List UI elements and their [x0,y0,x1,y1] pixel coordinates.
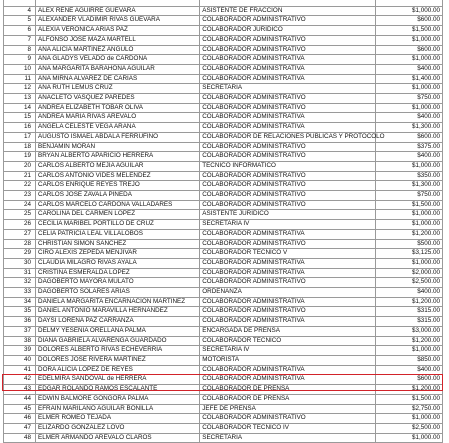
salary-amount: $350.00 [375,171,442,181]
salary-amount: $2,750.00 [375,404,442,414]
table-row [4,307,443,317]
position-title: COLABORADOR ADMINISTRATIVO [200,278,376,288]
employee-name: EFRAIN MARILANO AGUILAR BONILLA [36,404,200,414]
position-title: COLABORADOR ADMINISTRATIVO [200,171,376,181]
position-title: COLABORADOR ADMINISTRATIVO [200,200,376,210]
salary-amount: $1,000.00 [375,35,442,45]
salary-amount: $3,000.00 [375,326,442,336]
employee-name: CARLOS ALBERTO MEJIA AGUILAR [36,161,200,171]
row-number: 19 [4,152,36,162]
salary-amount: $1,300.00 [375,181,442,191]
salary-amount: $1,000.00 [375,220,442,230]
position-title: COLABORADOR ADMINISTRATIVA [200,365,376,375]
position-title: COLABORADOR ADMINISTRATIVO [200,142,376,152]
employee-name: CELIA PATRICIA LEAL VILLALOBOS [36,229,200,239]
row-number: 27 [4,229,36,239]
position-title: ASISTENTE DE FRACCION [200,6,376,16]
salary-amount: $1,000.00 [375,161,442,171]
row-number: 22 [4,181,36,191]
employee-name: DANIEL ANTONIO MARAVILLA HERNANDEZ [36,307,200,317]
row-number: 12 [4,84,36,94]
position-title: COLABORADOR ADMINISTRATIVA [200,123,376,133]
salary-amount: $1,200.00 [375,297,442,307]
salary-amount: $850.00 [375,356,442,366]
row-number: 41 [4,365,36,375]
row-number: 17 [4,132,36,142]
row-number: 10 [4,64,36,74]
row-number: 4 [4,6,36,16]
position-title: SECRETARIA [200,84,376,94]
position-title: COLABORADOR TECNICO [200,336,376,346]
row-number: 48 [4,433,36,443]
employee-name: CARLOS MARCELO CARDONA VALLADARES [36,200,200,210]
salary-amount: $1,500.00 [375,26,442,36]
position-title: COLABORADOR ADMINISTRATIVO [200,94,376,104]
table-row [4,229,443,239]
salary-amount: $750.00 [375,94,442,104]
row-number: 7 [4,35,36,45]
salary-amount: $400.00 [375,152,442,162]
table-row [4,26,443,36]
salary-amount: $1,000.00 [375,6,442,16]
employee-name: CIRO ALEXIS ZEPEDA MENJIVAR [36,249,200,259]
salary-amount: $400.00 [375,64,442,74]
employee-name: DELMY YESENIA ORELLANA PALMA [36,326,200,336]
salary-amount: $1,500.00 [375,394,442,404]
table-row [4,365,443,375]
table-row [4,239,443,249]
position-title: COLABORADOR ADMINISTRATIVO [200,152,376,162]
employee-name: ALEX RENE AGUIRRE GUEVARA [36,6,200,16]
table-row [4,210,443,220]
position-title: SECRETARIA IV [200,346,376,356]
table-row [4,433,443,443]
table-row [4,356,443,366]
table-row [4,84,443,94]
row-number: 18 [4,142,36,152]
salary-amount: $600.00 [375,375,442,385]
table-row [4,45,443,55]
position-title: COLABORADOR DE PRENSA [200,394,376,404]
position-title: COLABORADOR ADMINISTRATIVO [200,103,376,113]
row-number: 6 [4,26,36,36]
table-row [4,346,443,356]
row-number: 32 [4,278,36,288]
salary-amount: $1,000.00 [375,258,442,268]
table-row [4,132,443,142]
table-row [4,123,443,133]
salary-amount: $2,000.00 [375,268,442,278]
employee-name: BRYAN ALBERTO APARICIO HERRERA [36,152,200,162]
row-number: 23 [4,191,36,201]
table-row [4,191,443,201]
table-row [4,171,443,181]
row-number: 21 [4,171,36,181]
employee-name: DORA ALICIA LOPEZ DE REYES [36,365,200,375]
salary-table-body [4,0,443,443]
position-title: COLABORADOR ADMINISTRATIVA [200,268,376,278]
row-number: 9 [4,55,36,65]
table-row [4,268,443,278]
employee-name: CHRISTIAN SIMON SANCHEZ [36,239,200,249]
employee-name: CECILIA MARIBEL PORTILLO DE CRUZ [36,220,200,230]
employee-name: CARLOS JOSE ZAVALA PINEDA [36,191,200,201]
employee-name: ALEXIA VERONICA ARIAS PAZ [36,26,200,36]
employee-name: DOLORES ALBERTO RIVAS ECHEVERRIA [36,346,200,356]
table-row [4,414,443,424]
row-number: 30 [4,258,36,268]
row-number: 28 [4,239,36,249]
row-number: 45 [4,404,36,414]
position-title: COLABORADOR TECNICO IV [200,423,376,433]
salary-amount: $1,000.00 [375,433,442,443]
table-row [4,16,443,26]
row-number: 44 [4,394,36,404]
salary-table [3,0,443,443]
position-title: ASISTENTE JURIDICO [200,210,376,220]
salary-amount: $315.00 [375,317,442,327]
position-title: COLABORADOR TECNICO V [200,249,376,259]
row-number: 38 [4,336,36,346]
row-number: 20 [4,161,36,171]
salary-amount: $400.00 [375,113,442,123]
employee-name: ANACLETO VASQUEZ PAREDES [36,94,200,104]
salary-amount: $3,125.00 [375,249,442,259]
position-title: COLABORADOR ADMINISTRATIVA [200,74,376,84]
employee-name: DAGOBERTO MAYORA MULATO [36,278,200,288]
row-number: 46 [4,414,36,424]
table-row [4,297,443,307]
table-row [4,326,443,336]
salary-amount: $315.00 [375,307,442,317]
row-number: 31 [4,268,36,278]
salary-amount: $600.00 [375,45,442,55]
row-number: 29 [4,249,36,259]
row-number: 8 [4,45,36,55]
salary-amount: $1,000.00 [375,103,442,113]
employee-name: ELIZARDO GONZALEZ LOVO [36,423,200,433]
employee-name: ANA GLADYS VELADO de CARDONA [36,55,200,65]
row-number: 40 [4,356,36,366]
salary-amount: $400.00 [375,288,442,298]
employee-name: EDWIN BALMORE GONGORA PALMA [36,394,200,404]
position-title: COLABORADOR ADMINISTRATIVA [200,258,376,268]
salary-amount: $750.00 [375,191,442,201]
row-number: 39 [4,346,36,356]
employee-name: EDGAR ROLANDO RAMOS ESCALANTE [36,385,200,395]
salary-amount: $600.00 [375,16,442,26]
employee-name: ANDREA ELIZABETH TOBAR OLIVA [36,103,200,113]
table-row [4,423,443,433]
position-title: COLABORADOR ADMINISTRATIVA [200,375,376,385]
salary-amount: $1,000.00 [375,346,442,356]
position-title: COLABORADOR DE PRENSA [200,385,376,395]
table-row [4,317,443,327]
employee-name: ELMER ARMANDO AREVALO CLAROS [36,433,200,443]
position-title: COLABORADOR ADMINISTRATIVA [200,64,376,74]
position-title: COLABORADOR ADMINISTRATIVO [200,35,376,45]
table-row [4,375,443,385]
table-row [4,74,443,84]
position-title: COLABORADOR ADMINISTRATIVA [200,229,376,239]
employee-name: ANA RUTH LEMUS CRUZ [36,84,200,94]
table-row [4,113,443,123]
salary-amount: $400.00 [375,365,442,375]
position-title: COLABORADOR ADMINISTRATIVO [200,239,376,249]
table-row [4,258,443,268]
table-row [4,142,443,152]
row-number: 15 [4,113,36,123]
employee-name: ANA MIRNA ALVAREZ DE CARIAS [36,74,200,84]
salary-amount: $1,200.00 [375,336,442,346]
row-number: 37 [4,326,36,336]
salary-amount: $1,200.00 [375,385,442,395]
position-title: COLABORADOR ADMINISTRATIVA [200,113,376,123]
position-title: SECRETARIA IV [200,220,376,230]
employee-name: ANGELA CELESTE VEGA ARANA [36,123,200,133]
salary-amount: $500.00 [375,239,442,249]
employee-name: ANA ALICIA MARTINEZ ANGULO [36,45,200,55]
employee-name: CLAUDIA MILAGRO RIVAS AYALA [36,258,200,268]
row-number: 25 [4,210,36,220]
position-title: JEFE DE PRENSA [200,404,376,414]
employee-name: CAROLINA DEL CARMEN LOPEZ [36,210,200,220]
position-title: COLABORADOR ADMINISTRATIVA [200,55,376,65]
table-row [4,64,443,74]
position-title: COLABORADOR ADMINISTRATIVO [200,191,376,201]
table-row [4,278,443,288]
row-number: 47 [4,423,36,433]
table-row [4,35,443,45]
position-title: ENCARGADA DE PRENSA [200,326,376,336]
salary-amount: $1,000.00 [375,84,442,94]
row-number: 11 [4,74,36,84]
salary-amount: $1,500.00 [375,200,442,210]
employee-name: BENJAMIN MORAN [36,142,200,152]
position-title: COLABORADOR DE RELACIONES PUBLICAS Y PROTOCOLO [200,132,376,142]
table-row [4,394,443,404]
employee-name: ALEXANDER VLADIMIR RIVAS GUEVARA [36,16,200,26]
salary-amount: $375.00 [375,142,442,152]
position-title: TECNICO INFORMATICO [200,161,376,171]
row-number: 33 [4,288,36,298]
salary-amount: $1,300.00 [375,123,442,133]
employee-name: CARLOS ANTONIO VIDES MELENDEZ [36,171,200,181]
row-number: 16 [4,123,36,133]
table-row [4,200,443,210]
table-row [4,6,443,16]
row-number: 14 [4,103,36,113]
employee-name: AUGUSTO ISMAEL ABDALA FERRUFINO [36,132,200,142]
row-number: 5 [4,16,36,26]
position-title: COLABORADOR ADMINISTRATIVO [200,16,376,26]
employee-name: EDELMIRA SANDOVAL de HERRERA [36,375,200,385]
employee-name: DAYSI LORENA PAZ CARRANZA [36,317,200,327]
employee-name: DAGOBERTO SOLARES ARIAS [36,288,200,298]
salary-amount: $1,000.00 [375,414,442,424]
salary-amount: $600.00 [375,132,442,142]
table-row [4,385,443,395]
row-number: 26 [4,220,36,230]
salary-amount: $1,000.00 [375,210,442,220]
salary-amount: $1,200.00 [375,229,442,239]
table-row [4,103,443,113]
employee-name: ANA MARGARITA BARAHONA AGUILAR [36,64,200,74]
employee-name: DOLORES JOSE RIVERA MARTINEZ [36,356,200,366]
employee-name: DANIELA MARGARITA ENCARNACION MARTINEZ [36,297,200,307]
table-row [4,249,443,259]
salary-amount: $1,400.00 [375,74,442,84]
position-title: MOTORISTA [200,356,376,366]
table-row [4,161,443,171]
position-title: COLABORADOR ADMINISTRATIVA [200,317,376,327]
row-number: 35 [4,307,36,317]
row-number: 43 [4,385,36,395]
row-number: 42 [4,375,36,385]
row-number: 24 [4,200,36,210]
row-number: 34 [4,297,36,307]
position-title: COLABORADOR ADMINISTRATIVO [200,181,376,191]
position-title: COLABORADOR ADMINISTRATIVA [200,297,376,307]
table-row [4,94,443,104]
table-row [4,181,443,191]
employee-name: CARLOS ENRIQUE REYES TREJO [36,181,200,191]
table-row [4,220,443,230]
position-title: SECRETARIA [200,433,376,443]
employee-name: CRISTINA ESMERALDA LOPEZ [36,268,200,278]
row-number: 36 [4,317,36,327]
salary-amount: $1,000.00 [375,55,442,65]
table-row [4,152,443,162]
employee-name: ANDREA MARIA RIVAS AREVALO [36,113,200,123]
position-title: COLABORADOR ADMINISTRATIVO [200,414,376,424]
employee-name: DIANA GABRIELA ALVARENGA GUARDADO [36,336,200,346]
position-title: COLABORADOR JURIDICO [200,26,376,36]
position-title: ORDENANZA [200,288,376,298]
table-row [4,55,443,65]
position-title: COLABORADOR ADMINISTRATIVO [200,307,376,317]
table-row [4,404,443,414]
salary-amount: $2,500.00 [375,423,442,433]
employee-name: ELMER ROMEO TEJADA [36,414,200,424]
row-number: 13 [4,94,36,104]
employee-name: ALFONSO JOSE MAZA MARTELL [36,35,200,45]
table-row [4,288,443,298]
table-row [4,336,443,346]
position-title: COLABORADOR ADMINISTRATIVO [200,45,376,55]
salary-amount: $2,500.00 [375,278,442,288]
